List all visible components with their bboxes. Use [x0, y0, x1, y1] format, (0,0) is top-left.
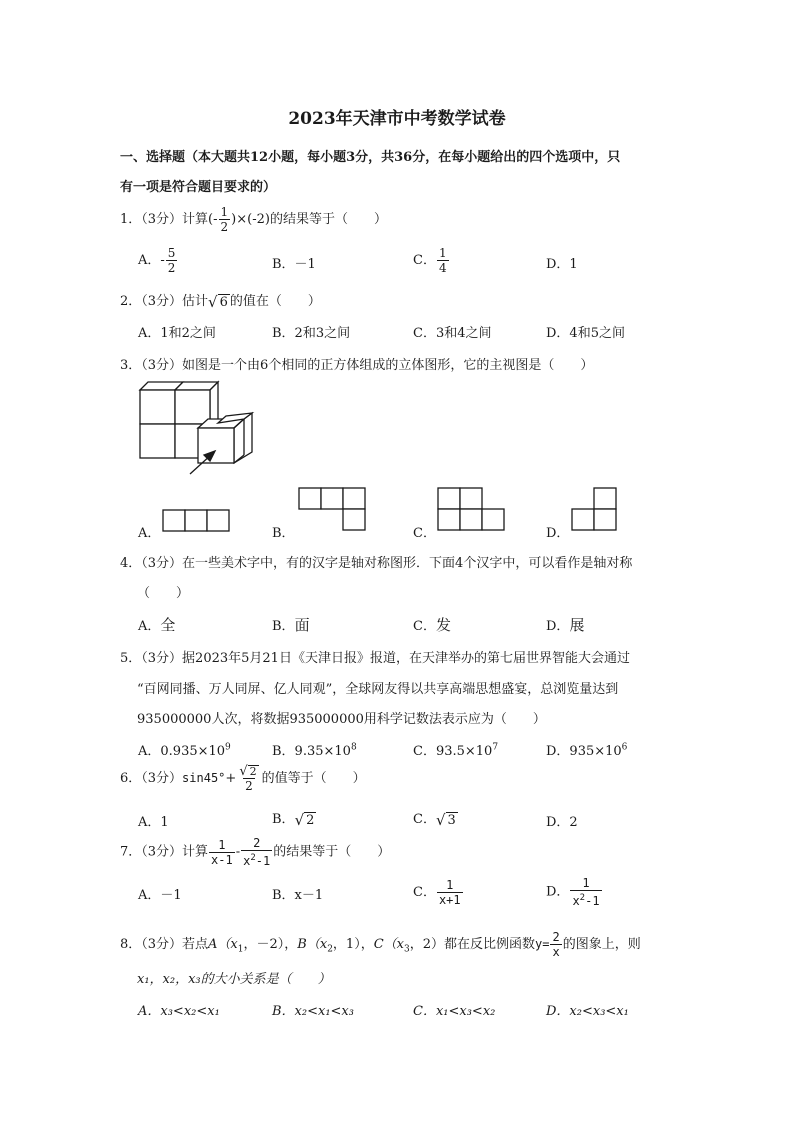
- q7-option-d[interactable]: D． $\frac{1}{x^2-1}$: [546, 876, 600, 908]
- q6-option-d[interactable]: D．2: [546, 815, 578, 830]
- q2-option-b[interactable]: B．2和3之间: [272, 326, 351, 341]
- q4-option-b[interactable]: B．面: [272, 616, 310, 634]
- q3-option-d[interactable]: D．: [546, 526, 570, 541]
- q6-option-a[interactable]: A．1: [138, 815, 169, 830]
- q4-option-c[interactable]: C．发: [413, 616, 451, 634]
- question-4-line1: 4．（3分）在一些美术字中，有的汉字是轴对称图形．下面4个汉字中，可以看作是轴对称: [120, 556, 633, 571]
- q6-option-b[interactable]: B． √ 2: [272, 810, 315, 829]
- q1-option-a[interactable]: A．- $\frac{5}{2}$: [138, 246, 176, 275]
- q4-option-a[interactable]: A．全: [138, 616, 176, 634]
- q3-option-a[interactable]: A．: [138, 526, 161, 541]
- q6-option-c[interactable]: C． √ 3: [413, 810, 456, 829]
- q1-option-d[interactable]: D．1: [546, 257, 578, 272]
- section-heading-line2: 有一项是符合题目要求的）: [120, 180, 277, 195]
- q5-option-c[interactable]: C．$93.5\times 10^7$: [413, 742, 499, 759]
- question-8-line2: x₁，x₂，x₃的大小关系是（ ）: [137, 972, 331, 987]
- question-3: 3．（3分）如图是一个由6个相同的正方体组成的立体图形，它的主视图是（ ）: [120, 358, 594, 373]
- q2-option-d[interactable]: D．4和5之间: [546, 326, 625, 341]
- q8-option-a[interactable]: A．x₃<x₂<x₁: [138, 1004, 220, 1019]
- question-1: 1．（3分）计算(- $\frac{1}{2}$ )×(-2)的结果等于（ ）: [120, 205, 387, 234]
- q5-option-a[interactable]: A．$0.935\times 10^9$: [138, 742, 231, 759]
- q8-option-b[interactable]: B．x₂<x₁<x₃: [272, 1004, 354, 1019]
- question-4-line2: （ ）: [137, 586, 190, 601]
- q1-option-c[interactable]: C． $\frac{1}{4}$: [413, 246, 447, 275]
- q1-option-b[interactable]: B．－1: [272, 257, 316, 272]
- q7-option-b[interactable]: B．x－1: [272, 888, 324, 903]
- question-5-line3: 935000000人次，将数据935000000用科学记数法表示应为（ ）: [137, 712, 546, 727]
- question-2: 2．（3分）估计 √ 6 的值在（ ）: [120, 292, 321, 311]
- fraction: $\frac{1}{2}$: [220, 205, 229, 234]
- page-title: 2023年天津市中考数学试卷: [288, 109, 506, 129]
- question-7: 7．（3分）计算 $\frac{1}{x-1}$ - $\frac{2}{x^2-1}$ 的结果等于（ ）: [120, 836, 391, 868]
- sqrt: √ 6: [208, 292, 228, 311]
- q8-option-d[interactable]: D．x₂<x₃<x₁: [546, 1004, 629, 1019]
- q2-option-c[interactable]: C．3和4之间: [413, 326, 492, 341]
- q8-option-c[interactable]: C．x₁<x₃<x₂: [413, 1004, 496, 1019]
- question-5-line2: “百网同播、万人同屏、亿人同观”，全球网友得以共享高端思想盛宴，总浏览量达到: [137, 682, 619, 697]
- q7-option-a[interactable]: A．－1: [138, 888, 182, 903]
- q3-option-b[interactable]: B．: [272, 526, 295, 541]
- q7-option-c[interactable]: C． $\frac{1}{x+1}$: [413, 878, 461, 907]
- question-5-line1: 5．（3分）据2023年5月21日《天津日报》报道，在天津举办的第七届世界智能大会通过: [120, 651, 630, 666]
- q3-option-c[interactable]: C．: [413, 526, 436, 541]
- q4-option-d[interactable]: D．展: [546, 616, 585, 634]
- q5-option-b[interactable]: B．$9.35\times 10^8$: [272, 742, 357, 759]
- q5-option-d[interactable]: D．$935\times 10^6$: [546, 742, 628, 759]
- section-heading-line1: 一、选择题（本大题共12小题，每小题3分，共36分，在每小题给出的四个选项中，只: [120, 150, 621, 165]
- q2-option-a[interactable]: A．1和2之间: [138, 326, 216, 341]
- question-6: 6．（3分）sin45°+ √ 2 2 的值等于（ ）: [120, 764, 366, 793]
- question-8-line1: 8．（3分）若点$A(x_1$，－2），$B(x_2$，1），$C(x_3$，2）都在反比例函数y= $\frac{2}{x}$ 的图象上，则: [120, 930, 641, 959]
